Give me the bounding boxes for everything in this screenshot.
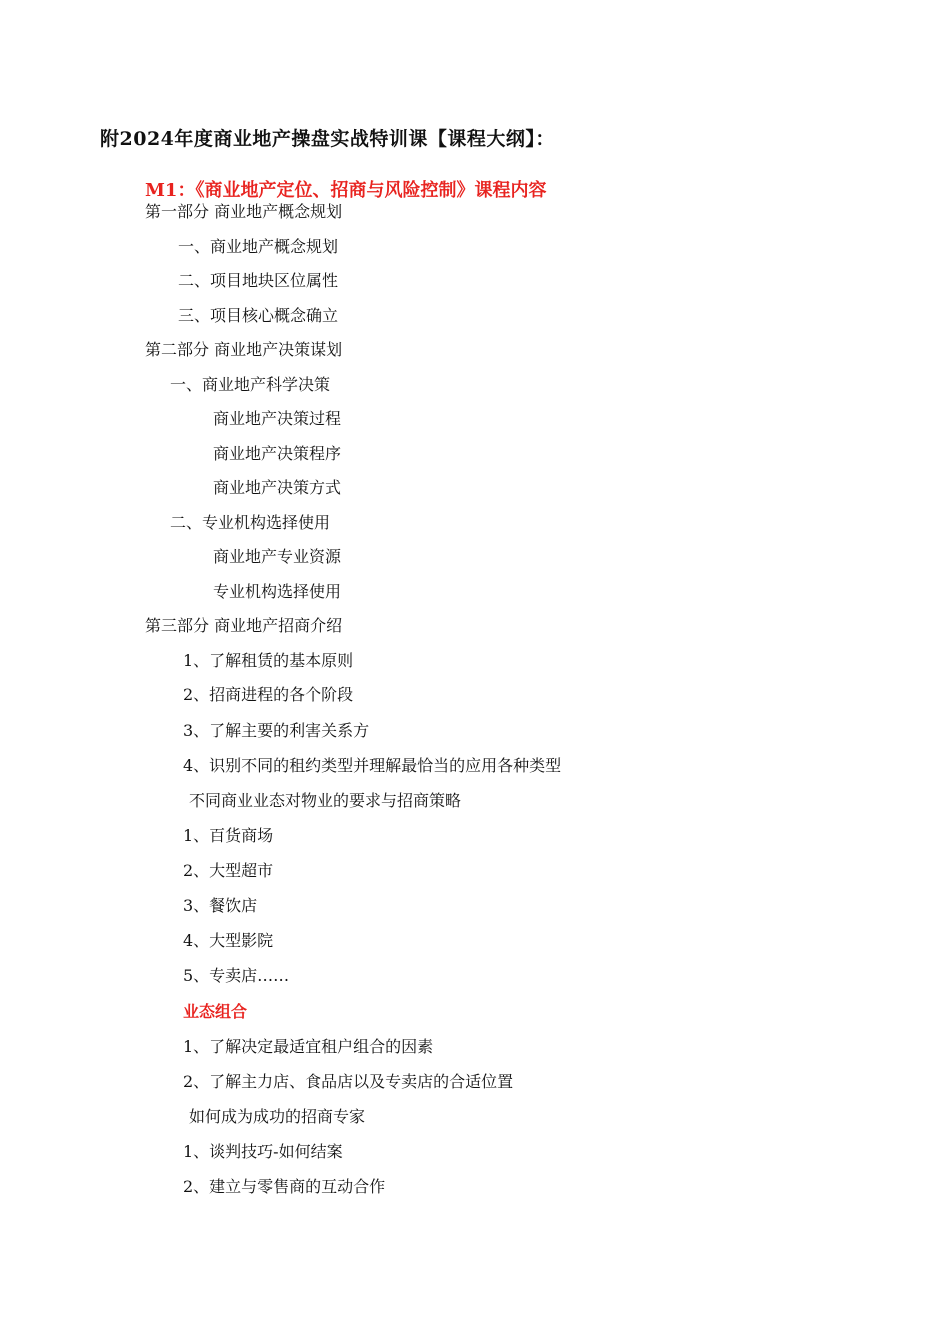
document-title: 附2024年度商业地产操盘实战特训课【课程大纲】： — [100, 128, 555, 150]
section-subheading: 不同商业业态对物业的要求与招商策略 — [189, 791, 462, 810]
outline-item: 1、了解租赁的基本原则 — [183, 651, 354, 670]
outline-item: 2、招商进程的各个阶段 — [183, 685, 354, 704]
outline-item: 4、识别不同的租约类型并理解最恰当的应用各种类型 — [183, 756, 562, 775]
outline-item: 4、大型影院 — [183, 931, 274, 950]
outline-item: 3、餐饮店 — [183, 896, 258, 915]
outline-subitem: 商业地产决策方式 — [213, 478, 342, 497]
outline-item: 二、专业机构选择使用 — [170, 513, 331, 532]
outline-item: 2、大型超市 — [183, 861, 274, 880]
section-subheading-highlight: 业态组合 — [183, 1002, 248, 1021]
outline-item: 1、百货商场 — [183, 826, 274, 845]
section-subheading: 如何成为成功的招商专家 — [189, 1107, 366, 1126]
outline-item: 2、建立与零售商的互动合作 — [183, 1177, 386, 1196]
outline-item: 5、专卖店…… — [183, 966, 290, 985]
part-heading: 第三部分 商业地产招商介绍 — [145, 616, 343, 635]
part-heading: 第二部分 商业地产决策谋划 — [145, 340, 343, 359]
outline-subitem: 专业机构选择使用 — [213, 582, 342, 601]
outline-item: 一、商业地产概念规划 — [178, 237, 339, 256]
outline-subitem: 商业地产决策过程 — [213, 409, 342, 428]
module-heading: M1：《商业地产定位、招商与风险控制》课程内容 — [145, 180, 547, 201]
outline-item: 三、项目核心概念确立 — [178, 306, 339, 325]
outline-subitem: 商业地产专业资源 — [213, 547, 342, 566]
outline-item: 一、商业地产科学决策 — [170, 375, 331, 394]
outline-subitem: 商业地产决策程序 — [213, 444, 342, 463]
outline-item: 1、了解决定最适宜租户组合的因素 — [183, 1037, 434, 1056]
outline-item: 2、了解主力店、食品店以及专卖店的合适位置 — [183, 1072, 514, 1091]
part-heading: 第一部分 商业地产概念规划 — [145, 202, 343, 221]
outline-item: 1、谈判技巧-如何结案 — [183, 1142, 343, 1161]
outline-item: 二、项目地块区位属性 — [178, 271, 339, 290]
outline-item: 3、了解主要的利害关系方 — [183, 721, 370, 740]
